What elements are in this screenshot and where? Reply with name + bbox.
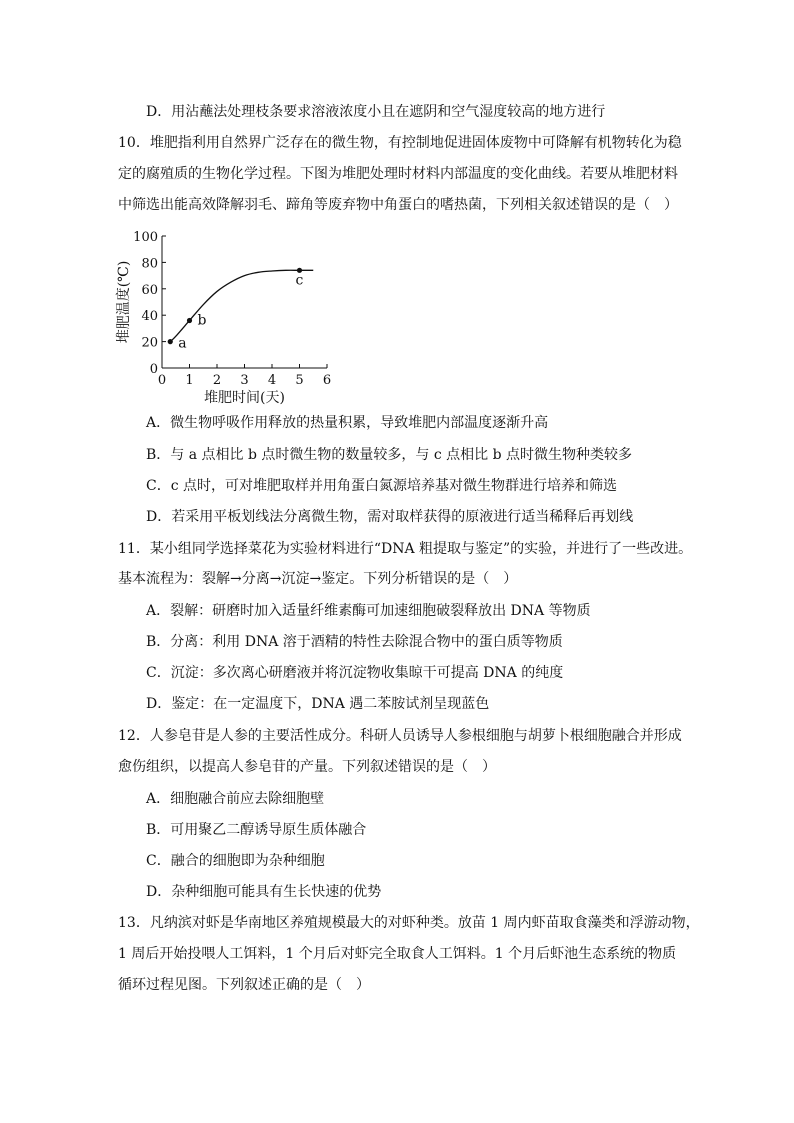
q13-stem-line-3: 循环过程见图。下列叙述正确的是（ ） [118, 977, 370, 993]
x-tick-label: 3 [240, 373, 249, 388]
y-tick-label: 80 [141, 256, 158, 272]
x-tick-label: 5 [295, 373, 304, 388]
q10-option-a: A．微生物呼吸作用释放的热量积累，导致堆肥内部温度逐渐升高 [146, 415, 549, 431]
x-tick-label: 1 [185, 373, 194, 388]
x-axis-label: 堆肥时间(天) [204, 390, 285, 406]
q11-option-d: D．鉴定：在一定温度下，DNA 遇二苯胺试剂呈现蓝色 [146, 696, 490, 712]
q12-stem-line-1: 12．人参皂苷是人参的主要活性成分。科研人员诱导人参根细胞与胡萝卜根细胞融合并形成 [118, 728, 682, 744]
point-b [187, 318, 192, 323]
y-tick-label: 60 [141, 282, 158, 298]
q11-option-c: C．沉淀：多次离心研磨液并将沉淀物收集晾干可提高 DNA 的纯度 [146, 665, 564, 681]
point-a [168, 339, 173, 344]
x-tick-label: 0 [157, 373, 167, 388]
q12-option-c: C．融合的细胞即为杂种细胞 [146, 853, 325, 869]
q10-stem-line-1: 10．堆肥指利用自然界广泛存在的微生物，有控制地促进固体废物中可降解有机物转化为稳 [118, 135, 682, 151]
y-tick-label: 100 [133, 230, 158, 245]
x-tick-label: 6 [322, 373, 332, 388]
q10-option-c: C．c 点时，可对堆肥取样并用角蛋白氮源培养基对微生物群进行培养和筛选 [146, 478, 618, 494]
q11-stem-line-2: 基本流程为：裂解→分离→沉淀→鉴定。下列分析错误的是（ ） [118, 571, 518, 587]
q10-option-d: D．若采用平板划线法分离微生物，需对取样获得的原液进行适当稀释后再划线 [146, 509, 634, 525]
q13-stem-line-2: 1 周后开始投喂人工饵料，1 个月后对虾完全取食人工饵料。1 个月后虾池生态系统的物质 [118, 946, 677, 962]
x-tick-label: 4 [267, 373, 277, 388]
q11-stem-line-1: 11．某小组同学选择菜花为实验材料进行“DNA 粗提取与鉴定”的实验，并进行了一些改进。 [118, 541, 693, 557]
chart-points [168, 268, 304, 352]
y-tick-label: 0 [149, 362, 158, 377]
q11-option-b: B．分离：利用 DNA 溶于酒精的特性去除混合物中的蛋白质等物质 [146, 634, 563, 650]
q10-stem-line-2: 定的腐殖质的生物化学过程。下图为堆肥处理时材料内部温度的变化曲线。若要从堆肥材料 [118, 166, 678, 182]
q12-option-b: B．可用聚乙二醇诱导原生质体融合 [146, 822, 367, 838]
point-label-b: b [197, 312, 207, 329]
q12-stem-line-2: 愈伤组织，以提高人参皂苷的产量。下列叙述错误的是（ ） [118, 759, 496, 775]
chart-axes [162, 236, 327, 368]
compost-temperature-chart [110, 226, 350, 406]
point-label-c: c [295, 272, 304, 289]
q10-option-b: B．与 a 点相比 b 点时微生物的数量较多，与 c 点相比 b 点时微生物种类较多 [146, 447, 632, 463]
point-label-a: a [178, 335, 187, 352]
q10-stem-line-3: 中筛选出能高效降解羽毛、蹄角等废弃物中角蛋白的嗜热菌，下列相关叙述错误的是（ ） [118, 197, 678, 213]
q13-stem-line-1: 13．凡纳滨对虾是华南地区养殖规模最大的对虾种类。放苗 1 周内虾苗取食藻类和浮游动物， [118, 915, 700, 931]
q12-option-d: D．杂种细胞可能具有生长快速的优势 [146, 884, 382, 900]
x-tick-label: 2 [212, 373, 222, 388]
y-tick-label: 20 [141, 335, 158, 351]
q12-option-a: A．细胞融合前应去除细胞壁 [146, 791, 325, 807]
y-axis-label: 堆肥温度(℃) [116, 260, 132, 344]
chart-ticks [133, 230, 331, 388]
temperature-curve [170, 270, 313, 341]
q11-option-a: A．裂解：研磨时加入适量纤维素酶可加速细胞破裂释放出 DNA 等物质 [146, 603, 591, 619]
y-tick-label: 40 [141, 309, 158, 325]
q9-option-d: D．用沾蘸法处理枝条要求溶液浓度小且在遮阴和空气湿度较高的地方进行 [146, 104, 606, 120]
